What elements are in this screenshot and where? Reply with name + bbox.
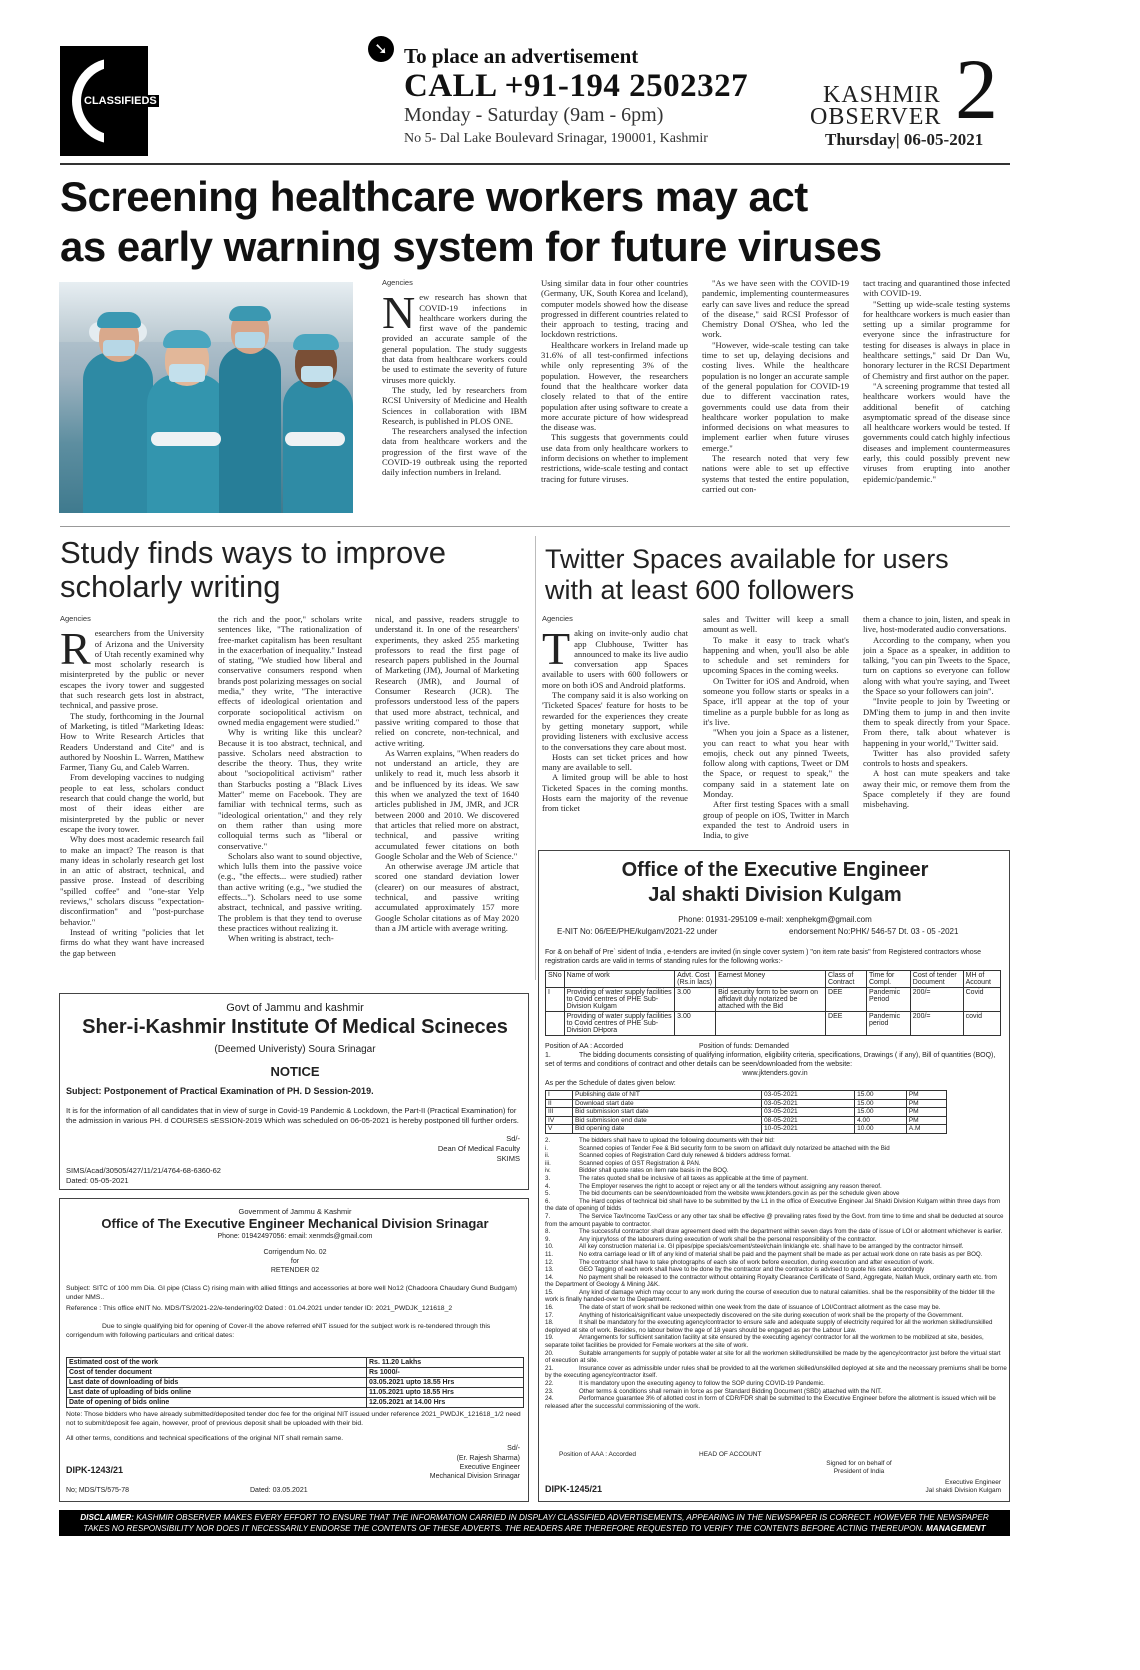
jal-point-1-text: The bidding documents consisting of qualifying information, eligibility criteria, specifications, Drawings ( if any), Bill of quantities (BOQ), set of terms and conditions of contract and other details can be seen/downloaded from the website: — [545, 1052, 996, 1068]
issue-date: Thursday| 06-05-2021 — [825, 130, 984, 149]
mech-retender: RETENDER 02 — [270, 1267, 320, 1274]
jal-date-cell: Publishing date of NIT — [572, 1091, 761, 1100]
jal-table-cell: 200/= — [910, 988, 963, 1012]
jal-condition-text: Insurance cover as admissible under rules shall be provided to all the workmen skilled/unskilled deployed at site and the necessary premiums shall be borne by the executing agency/contractor itself. — [545, 1364, 1007, 1380]
jal-date-cell: PM — [906, 1108, 946, 1117]
jal-date-cell: Download start date — [572, 1099, 761, 1108]
jal-condition-number: 4. — [545, 1182, 551, 1190]
story3-para: Twitter has also provided safety controls to hosts and speakers. — [863, 747, 1010, 769]
jal-date-cell: IV — [546, 1116, 573, 1125]
skims-subtitle: (Deemed Univeristy) Soura Srinagar — [214, 1044, 376, 1055]
story3-para: "When you join a Space as a listener, you can react to what you hear with emojis, check out any pinned Tweets, follow along with captions, Tweet or DM the Space, or request to speak," the company said in a statement late on Monday. — [703, 727, 849, 800]
jal-date-cell: PM — [906, 1099, 946, 1108]
jal-condition-number: 6. — [545, 1197, 551, 1205]
mech-corrigendum: Corrigendum No. 02 — [263, 1249, 327, 1256]
jal-condition-number: 20. — [545, 1349, 554, 1357]
jal-condition-number: 10. — [545, 1243, 554, 1251]
jal-position-aaa: Position of AAA : Accorded — [559, 1451, 636, 1458]
lead-col-2 — [541, 278, 688, 518]
mech-sd: Sd/- — [507, 1445, 520, 1452]
jal-condition-text: The date of start of work shall be reckoned within one week from the date of issuance of LOI/Contract allotment as the case may be. — [579, 1304, 941, 1312]
lead-para: "Setting up wide-scale testing systems for healthcare workers is much easier than setting up a similar programme for everyone since the infrastructure for testing for diseases is always in place in healthcare settings," said Dr Dan Wu, honorary lecturer in the RCSI Department of Chemistry and first author on the paper. — [863, 298, 1010, 381]
jal-condition-number: 11. — [545, 1250, 554, 1258]
jal-date-cell: 10-05-2021 — [762, 1125, 855, 1134]
mech-cell-value: 03.05.2021 upto 18.55 Hrs — [367, 1378, 524, 1388]
lead-para: "As we have seen with the COVID-19 pandemic, implementing countermeasures early can save lives and reduce the spread of the disease," said RCSI Professor of Chemistry Donal O'Shea, who led the work. — [702, 278, 849, 340]
classifieds-logo — [60, 46, 157, 156]
jal-condition-item — [545, 1334, 1007, 1349]
jal-condition-text: Anything of historical/significant value unexpectedly discovered on the site during execution of work shall be the property of the Government. — [579, 1311, 964, 1319]
jal-condition-item — [545, 1167, 1007, 1175]
mech-cell-label: Last date of downloading of bids — [67, 1378, 367, 1388]
skims-dated: Dated: 05-05-2021 — [66, 1176, 129, 1185]
jal-head-account: HEAD OF ACCOUNT — [699, 1451, 762, 1458]
jal-condition-text: The bid documents can be seen/downloaded from the website www.jktenders.gov.in as per the schedule given above — [579, 1190, 900, 1198]
skims-sign-2: SKIMS — [496, 1154, 520, 1163]
jal-date-cell: II — [546, 1099, 573, 1108]
jal-table-cell: Pandemic period — [866, 1012, 910, 1036]
mech-cell-value: 11.05.2021 upto 18.55 Hrs — [367, 1388, 524, 1398]
story2-para: Why does most academic research fail to make an impact? The reason is that many ideas in scholarly research get lost in an attic of abstract, technical, and passive prose. Instead of describing "spilled coffee" and "one-star Yelp reviews," scholars discuss "expectation-disconfirmation" and "post-purchase behavior." — [60, 834, 204, 927]
mech-cell-value: 12.05.2021 at 14.00 Hrs — [367, 1398, 524, 1408]
mech-govt: Government of Jammu & Kashmir — [238, 1207, 352, 1216]
mech-cell-label: Last date of uploading of bids online — [67, 1388, 367, 1398]
skims-notice: NOTICE — [270, 1064, 320, 1079]
jal-schedule: As per the Schedule of dates given below: — [545, 1080, 676, 1087]
skims-title: Sher-i-Kashmir Institute Of Medical Scineces — [82, 1016, 508, 1038]
jal-condition-text: Suitable arrangements for supply of potable water at site for all the workmen skilled/unskilled be made by the agency/contractor just before the virtual start of execution at site. — [545, 1349, 1001, 1365]
lead-para: "A screening programme that tested all healthcare workers would have the additional benefit of catching asymptomatic spread of the disease since all healthcare workers would be tested. If governments could catch highly infectious diseases and implement countermeasures early, this could possibly prevent new viruses from erupting into another epidemic/pandemic." — [863, 380, 1010, 484]
jal-condition-number: 12. — [545, 1258, 554, 1266]
issue-date-value: 06-05-2021 — [903, 130, 984, 149]
jal-header-cell: Class of Contract — [826, 971, 867, 988]
jal-condition-number: 21. — [545, 1364, 554, 1372]
paper-name-1: KASHMIR — [823, 82, 941, 108]
jal-table-cell: covid — [963, 1012, 1000, 1036]
mech-no: No; MDS/TS/575-78 — [66, 1487, 130, 1494]
story3-para: A host can mute speakers and take away their mic, or remove them from the Space completely if they are found misbehaving. — [863, 768, 1010, 810]
jal-condition-number: 14. — [545, 1273, 554, 1281]
jal-condition-text: Any kind of damage which may occur to any work during the course of execution due to natural calamities. shall be the responsibility of the bidder till the work is finally handed-over to the Department. — [545, 1288, 995, 1304]
story3-para: sales and Twitter will keep a small amount as well. — [703, 614, 849, 635]
jal-date-row — [546, 1108, 947, 1117]
mech-table — [66, 1357, 524, 1408]
story3-para: According to the company, when you join a Space as a speaker, in addition to talking, "you can pin Tweets to the Space, turn on captions so everyone can follow along with what you're saying, and Tweet the Space so your followers can join". — [863, 634, 1010, 697]
jal-enit: E-NIT No: 06/EE/PHE/kulgam/2021-22 under — [557, 927, 718, 936]
mech-note: Note: Those bidders who have already submitted/deposited tender doc fee for the original NIT issued under reference 2021_PWDJK_121618_1/2 need not to submit/deposit fee again, however, proof of previous deposit shall be uploaded with their bid. — [66, 1411, 521, 1427]
jal-condition-text: All key construction material i.e. GI pipes/pipe specials/cement/steel/chain link/angle etc. shall have to be arranged by the contractor himself. — [579, 1243, 964, 1251]
jal-date-cell: 03-05-2021 — [762, 1108, 855, 1117]
story3-agency: Agencies — [542, 614, 573, 623]
jal-point-1: 1. The bidding documents consisting of qualifying information, eligibility criteria, specifications, Drawings ( if any), Bill of quantities (BOQ), set of terms and conditions of contract and other details can be seen/downloaded from the website: — [545, 1052, 996, 1068]
jal-table-cell: 3.00 — [675, 1012, 716, 1036]
story2-para: nical, and passive, readers struggle to understand it. In one of the researchers' experiments, they asked 255 marketing professors to read the first page of research papers published in the Journal of Marketing (JM), Journal of Marketing Research (JMR), and Journal of Consumer Research (JCR). The professors understood less of the papers that used more abstract, technical, and passive writing compared to those that relied on concrete, non-technical, and active writing. — [375, 614, 519, 748]
jal-date-row — [546, 1099, 947, 1108]
ad-address: No 5- Dal Lake Boulevard Srinagar, 190001, Kashmir — [404, 131, 708, 146]
jal-condition-text: The contractor shall have to take photographs of each site of work before execution, during execution and after execution of work. — [579, 1258, 934, 1266]
jal-position-aa: Position of AA : Accorded — [545, 1043, 624, 1050]
mech-sign-1: (Er. Rajesh Sharma) — [456, 1455, 520, 1462]
mech-subject-label: Subject: — [66, 1285, 91, 1292]
jal-condition-item — [545, 1236, 1007, 1244]
jal-condition-text: Arrangements for sufficient sanitation facility at site ensured by the executing agency/ contractor for all the workmen to be mobilized at site, besides, separate toilet facilities be provided for Female workers at the site of work. — [545, 1334, 984, 1350]
story3-col-2 — [703, 614, 849, 848]
jal-date-cell: 03-05-2021 — [762, 1099, 855, 1108]
jal-condition-item — [545, 1274, 1007, 1289]
jal-table-cell — [546, 1012, 565, 1036]
jal-condition-number: iii. — [545, 1159, 551, 1167]
lead-col-4 — [863, 278, 1010, 518]
jal-condition-item — [545, 1183, 1007, 1191]
jal-condition-number: 3. — [545, 1174, 551, 1182]
jal-table-cell: 3.00 — [675, 988, 716, 1012]
lead-para: Healthcare workers in Ireland made up 31.6% of all test-confirmed infections while only representing 3% of the population. However, the researchers found that the healthcare worker data closely related to that of the entire population after using software to create a more accurate picture of how widespread the disease was. — [541, 339, 688, 433]
story3-para: After first testing Spaces with a small group of people on iOS, Twitter in March expanded the test to Android users in India, to give — [703, 799, 849, 841]
story2-agency: Agencies — [60, 614, 91, 623]
story2-para: Instead of writing "policies that let firms do what they want have increased the gap between — [60, 926, 204, 958]
jal-condition-item — [545, 1228, 1007, 1236]
jal-condition-text: The Hard copies of technical bid shall have to be submitted by the L1 in the office of Executive Engineer Jal Shakti Division Kulgam within three days from the date of opening of bidds — [545, 1197, 1001, 1213]
jal-date-cell: A.M — [906, 1125, 946, 1134]
story2-para: Scholars also want to sound objective, which lulls them into the passive voice (e.g., "the effects... were studied) rather than active writing (e.g., "we studied the effects..."). Scholars need to use some abstract, technical, and passive writing. The problem is that they tend to overuse these practices without realizing it. — [218, 850, 362, 933]
skims-body: It is for the information of all candidates that in view of surge in Covid-19 Pandemic & Lockdown, the Part-II (Practical Examination) for the admission in various PH. d COURSES sESSION-2019 Which was scheduled on 06-05-2021 is hereby postponed till further orders. — [66, 1106, 519, 1125]
mech-cell-label: Estimated cost of the work — [67, 1358, 367, 1368]
jal-condition-item — [545, 1213, 1007, 1228]
jal-dipk: DIPK-1245/21 — [545, 1484, 603, 1494]
lead-para: The study, led by researchers from RCSI University of Medicine and Health Sciences in collaboration with IBM Research, is published in PLOS ONE. — [382, 384, 527, 426]
mech-table-row — [67, 1368, 524, 1378]
jal-date-cell: 4.00 — [855, 1116, 907, 1125]
jal-condition-number: i. — [545, 1144, 549, 1152]
mech-for: for — [290, 1258, 300, 1265]
mech-sign-2: Executive Engineer — [459, 1464, 520, 1471]
story3-para: "Invite people to join by Tweeting or DM'ing them to jump in and then invite them to speak directly from your Space. From there, talk about whatever is happening in your world," Twitter said. — [863, 696, 1010, 748]
jal-date-cell: 15.00 — [855, 1099, 907, 1108]
story2-col-1 — [60, 614, 204, 984]
mech-title: Office of The Executive Engineer Mechanical Division Srinagar — [101, 1216, 489, 1231]
mech-dated: Dated: 03.05.2021 — [250, 1487, 308, 1494]
story3-col-1 — [542, 614, 688, 848]
jal-header-cell: Cost of tender Document — [910, 971, 963, 988]
jal-date-row — [546, 1125, 947, 1134]
story2-para: From developing vaccines to nudging people to eat less, scholars conduct research that could change the world, but most of their ideas either are misinterpreted by the public or never escape the ivory tower. — [60, 772, 204, 834]
story2-headline-1: Study finds ways to improve — [60, 535, 446, 570]
jal-condition-number: 9. — [545, 1235, 551, 1243]
jal-signed-2: President of India — [833, 1468, 885, 1475]
story3-para: aking on invite-only audio chat app Clubhouse, Twitter has announced to make its live audio conversation app Spaces available to users with 600 followers or more on both iOS and Android platforms. — [542, 628, 688, 690]
jal-condition-text: Other terms & conditions shall remain in force as per Standard Bidding Document (SBD) attached with the NIT. — [579, 1387, 882, 1395]
jal-condition-item — [545, 1175, 1007, 1183]
lead-drop-cap: N — [382, 287, 416, 339]
jal-condition-item — [545, 1388, 1007, 1396]
jal-signed-1: Signed for on behalf of — [826, 1460, 892, 1467]
jal-condition-item — [545, 1152, 1007, 1160]
jal-condition-number: 19. — [545, 1334, 554, 1342]
lead-para: "However, wide-scale testing can take time to set up, delaying decisions and costing lives. While the healthcare population is no longer an accurate sample of the general population for COVID-19 due to different vaccination rates, governments could use data from their healthcare worker population to make informed decisions on what measures to implement earlier when future viruses emerge." — [702, 339, 849, 453]
jal-condition-text: The bidders shall have to upload the following documents with their bid: — [579, 1137, 775, 1144]
jal-date-cell: I — [546, 1091, 573, 1100]
jal-table-cell: Pandemic Period — [866, 988, 910, 1012]
jal-condition-number: 23. — [545, 1387, 554, 1395]
story2-para: An otherwise average JM article that scored one standard deviation lower (clearer) on our measures of abstract, technical, and passive writing accumulated approximately 157 more Google Scholar citations as of May 2020 than a JM article with average writing. — [375, 861, 519, 933]
jal-condition-number: 16. — [545, 1304, 554, 1312]
jal-condition-text: Scanned copies of Registration Card duly renewed & bidders address format. — [579, 1152, 791, 1160]
jal-condition-item — [545, 1137, 1007, 1145]
lead-col-1 — [382, 278, 527, 518]
mech-other: All other terms, conditions and technical specifications of the original NIT shall remain same. — [66, 1435, 344, 1442]
jal-condition-item — [545, 1259, 1007, 1267]
jal-table-cell: Bid security form to be sworn on affidavit duly notarized be attached with the Bid — [716, 988, 826, 1012]
jal-condition-item — [545, 1160, 1007, 1168]
jal-table-cell: Providing of water supply facilities to Covid centres of PHE Sub-Division Kulgam — [564, 988, 675, 1012]
jal-date-cell: PM — [906, 1116, 946, 1125]
arrow-icon: ➘ — [368, 36, 394, 62]
jal-condition-number: 22. — [545, 1380, 554, 1387]
mechanical-division-ad — [59, 1198, 529, 1502]
jal-condition-text: No payment shall be released to the contractor without obtaining Royalty Clearance Certificate of Sand, Aggregate, Nallah Muck, ordinary earth etc. from the Department of Geology & Mining J&K. — [545, 1273, 997, 1289]
mech-para: Due to single qualifying bid for opening of Cover-II the above referred eNIT issued for the subject work is re-tendered through this corrigendum with following particulars and critical dates: — [66, 1323, 491, 1339]
jal-condition-text: It is mandatory upon the executing agency to follow the SOP during COVID-19 Pandemic. — [579, 1380, 825, 1387]
jal-header-cell: Name of work — [564, 971, 675, 988]
story2-col-2 — [218, 614, 362, 984]
story3-col-3 — [863, 614, 1010, 848]
section-rule — [60, 526, 1010, 527]
story3-para: A limited group will be able to host Ticketed Spaces in the coming months. Hosts earn the majority of the revenue from ticket — [542, 772, 688, 814]
jal-condition-item — [545, 1380, 1007, 1388]
jal-title-1: Office of the Executive Engineer — [621, 859, 929, 881]
jal-table-header — [546, 971, 1001, 988]
mech-dipk: DIPK-1243/21 — [66, 1465, 124, 1475]
jal-table-cell: 200/= — [910, 1012, 963, 1036]
lead-para: The research noted that very few nations were able to set up effective systems that tested the entire population, carried out con- — [702, 453, 849, 494]
jal-condition-number: 15. — [545, 1288, 554, 1296]
jal-condition-number: 24. — [545, 1395, 554, 1403]
jal-dates-table — [545, 1090, 947, 1134]
jal-condition-number: 8. — [545, 1228, 551, 1236]
issue-day: Thursday — [825, 130, 896, 149]
story3-para: To make it easy to track what's happening and when, you'll also be able to schedule and set reminders for upcoming Spaces in the coming weeks. — [703, 634, 849, 676]
jal-table-cell: DEE — [826, 1012, 867, 1036]
jal-contact: Phone: 01931-295109 e-mail: xenphekgm@gmail.com — [678, 915, 872, 924]
story3-para: Hosts can set ticket prices and how many are available to sell. — [542, 751, 688, 773]
jal-condition-text: Any injury/loss of the labourers during execution of work shall be the personal responsibility of the contractor. — [579, 1235, 877, 1243]
jal-table-cell: Providing of water supply facilities to Covid centres of PHE Sub-Division DHpora — [564, 1012, 675, 1036]
jal-header-cell: MH of Account — [963, 971, 1000, 988]
lead-headline — [60, 172, 1010, 272]
jal-position-funds: Position of funds: Demanded — [699, 1043, 789, 1050]
jal-header-cell: SNo — [546, 971, 565, 988]
story2-col-3 — [375, 614, 519, 984]
ad-phone: CALL +91-194 2502327 — [404, 68, 749, 104]
story3-para: The company said it is also working on 'Ticketed Spaces' feature for hosts to be rewarded for the experiences they create by getting monetary support, while providing listeners with exclusive access to the conversations they care about most. — [542, 690, 688, 752]
jal-condition-item — [545, 1319, 1007, 1334]
story3-para: them a chance to join, listen, and speak in live, host-moderated audio conversations. — [863, 614, 1010, 635]
skims-subject: Subject: Postponement of Practical Examination of PH. D Session-2019. — [66, 1086, 374, 1096]
jal-sign-1: Executive Engineer — [944, 1479, 1001, 1486]
jal-condition-number: 18. — [545, 1319, 554, 1327]
lead-agency: Agencies — [382, 278, 413, 287]
story3-drop-cap: T — [542, 623, 571, 675]
jal-table-row — [546, 988, 1001, 1012]
jal-condition-text: Scanned copies of GST Registration & PAN. — [579, 1159, 701, 1167]
mech-cell-label: Date of opening of bids online — [67, 1398, 367, 1408]
lead-para: ew research has shown that COVID-19 infections in healthcare workers during the first wave of the pandemic provided an accurate sample of the general population. The study suggests that data from healthcare workers could be used to estimate the severity of future viruses more quickly. — [382, 292, 527, 385]
jal-shakti-ad — [538, 850, 1010, 1502]
jal-condition-number: 7. — [545, 1212, 551, 1220]
masthead-rule — [60, 163, 1010, 165]
mech-reference-label: Reference : — [66, 1305, 102, 1312]
jal-condition-item — [545, 1312, 1007, 1320]
jal-condition-number: iv. — [545, 1167, 551, 1175]
jal-condition-item — [545, 1350, 1007, 1365]
story2-headline-2: scholarly writing — [60, 569, 281, 604]
story2-para: esearchers from the University of Arizona and the University of Utah recently examined why most scholarly research is misinterpreted by the public or never escapes the ivory tower and suggested that such research gets lost in abstract, technical, and passive prose. — [60, 628, 204, 711]
jal-intro: For & on behalf of Pre` sident of India , e-tenders are invited (in single cover system ) "on item rate basis" from Registered contractors whose registration cards are valid in terms of standing rules for the following works:- — [545, 949, 982, 965]
jal-condition-number: 17. — [545, 1311, 554, 1319]
paper-name-2: OBSERVER — [810, 104, 942, 130]
jal-condition-text: No extra carriage lead or lift of any kind of material shall be paid and the payment shall be made as per actual work done on rate basis as per BOQ. — [579, 1250, 983, 1258]
disclaimer-text: KASHMIR OBSERVER MAKES EVERY EFFORT TO ENSURE THAT THE INFORMATION CARRIED IN DISPLAY/ CLASSIFIED ADVERTISEMENTS, APPEARING IN THE NEWSPAPER IS CORRECT. HOWEVER THE NEWSPAPER TAKES NO RESPONSIBILITY NOR DOES IT NECESSARILY ENDORSE THE CONTENTS OF THESE ADVERTS. THE READERS ARE THEREFORE REQUESTED TO VERIFY THE CONTENTS BEFORE ACTING THEREUPON. — [83, 1513, 989, 1533]
lead-headline-1: Screening healthcare workers may act — [60, 173, 808, 220]
jal-date-cell: PM — [906, 1091, 946, 1100]
jal-condition-item — [545, 1145, 1007, 1153]
lead-col-3 — [702, 278, 849, 518]
jal-condition-number: 2. — [545, 1137, 551, 1144]
jal-date-cell: III — [546, 1108, 573, 1117]
jal-sign-2: Jal shakti Division Kulgam — [925, 1487, 1001, 1494]
jal-date-cell: Bid opening date — [572, 1125, 761, 1134]
mech-subject — [66, 1285, 526, 1302]
jal-condition-text: GEO Tagging of each work shall have to be done by the contractor and the contractor is advised to quote his rates accordingly — [579, 1266, 925, 1274]
jal-condition-item — [545, 1198, 1007, 1213]
jal-condition-item — [545, 1365, 1007, 1380]
mech-subject-text: SITC of 100 mm Dia. GI pipe (Class C) rising main with allied fittings and accessories at bore well No12 (Chadoora Chaudary Gund Budgam) under NMS.. — [66, 1285, 518, 1301]
story2-para: The study, forthcoming in the Journal of Marketing, is titled "Marketing Ideas: How to Write Research Articles that Readers Understand and Cite" and is authored by Nooshin L. Warren, Matthew Farmer, Tiany Gu, and Caleb Warren. — [60, 710, 204, 773]
jal-table-cell: I — [546, 988, 565, 1012]
ad-hours: Monday - Saturday (9am - 6pm) — [404, 104, 664, 126]
jal-condition-text: Scanned copies of Tender Fee & Bid security form to be sworn on affidavit duly notarized be attached with the Bid — [579, 1144, 890, 1152]
story3-headline — [545, 544, 1010, 606]
lead-para: Using similar data in four other countries (Germany, UK, South Korea and Iceland), computer models showed how the disease progressed in different countries related to their approach to testing, tracing and lockdown restrictions. — [541, 278, 688, 340]
jal-condition-number: 5. — [545, 1190, 551, 1198]
jal-table-cell — [716, 1012, 826, 1036]
jal-website: www.jktenders.gov.in — [742, 1070, 808, 1077]
mech-cell-value: Rs 1000/- — [367, 1368, 524, 1378]
jal-header-cell: Time for Compl. — [866, 971, 910, 988]
jal-table-row — [546, 1012, 1001, 1036]
story2-para: Why is writing like this unclear? Because it is too abstract, technical, and passive. Scholars need abstraction to describe the theory. Thus, they write about "sociopolitical activism" rather than Starbucks posting a "Black Lives Matter" meme on Facebook. They are familiar with technical terms, such as "ideological orientation," and they rely on them rather than using more colloquial terms such as "liberal or conservative." — [218, 727, 362, 851]
mech-table-row — [67, 1398, 524, 1408]
jal-date-cell: 08-05-2021 — [762, 1116, 855, 1125]
jal-date-cell: Bid submission end date — [572, 1116, 761, 1125]
lead-para: This suggests that governments could use data from only healthcare workers to inform decisions on whether to implement restrictions, wide-scale testing and contact tracing for future viruses. — [541, 432, 688, 484]
story2-para: When writing is abstract, tech- — [228, 933, 334, 944]
jal-date-cell: 03-05-2021 — [762, 1091, 855, 1100]
lead-para: The researchers analysed the infection data from healthcare workers and the progression of the first wave of the COVID-19 outbreak using the reported daily infection numbers in Ireland. — [382, 426, 527, 478]
mech-table-row — [67, 1378, 524, 1388]
jal-date-cell: Bid submission start date — [572, 1108, 761, 1117]
jal-table-cell: Covid — [963, 988, 1000, 1012]
jal-conditions — [545, 1137, 1007, 1410]
story3-para: On Twitter for iOS and Android, when someone you follow starts or speaks in a Space, it'll appear at the top of your timeline as a purple bubble for as long as it's live. — [703, 675, 849, 727]
mech-contact: Phone: 01942497056: email: xenmds@gmail.com — [217, 1233, 373, 1240]
jal-condition-text: Performance guarantee 3% of allotted cost in form of CDR/FDR shall be submitted to the Executive Engineer before the allotment is issued which will be released after the successful commissioning of the work. — [545, 1395, 996, 1410]
skims-notice-ad — [59, 993, 529, 1190]
story2-headline — [60, 536, 530, 604]
story2-para: the rich and the poor," scholars write sentences like, "The rationalization of free-market capitalism has been resultant in the exacerbation of inequality." Instead of stating, "We studied how liberal and conservative consumers respond when brands post polarizing messages on social media," they write, "The interactive effects of ideological orientation and corporate sociopolitical activism on owned media engagement were studied." — [218, 614, 362, 727]
lead-para: tact tracing and quarantined those infected with COVID-19. — [863, 278, 1010, 299]
skims-ref: SIMS/Acad/30505/427/11/21/4764-68-6360-62 — [66, 1166, 221, 1175]
jal-date-cell: 10.00 — [855, 1125, 907, 1134]
jal-date-cell: 15.00 — [855, 1108, 907, 1117]
logo-text: CLASSIFIEDS — [84, 95, 157, 107]
ad-heading: To place an advertisement — [404, 44, 639, 68]
page-number: 2 — [955, 41, 998, 137]
jal-title-2: Jal shakti Division Kulgam — [648, 884, 902, 906]
lead-photo — [59, 282, 353, 513]
jal-condition-item — [545, 1395, 1007, 1410]
jal-condition-item — [545, 1304, 1007, 1312]
jal-table-cell: DEE — [826, 988, 867, 1012]
jal-condition-text: Bidder shall quote rates on item rate basis in the BOQ. — [579, 1167, 729, 1175]
jal-date-cell: V — [546, 1125, 573, 1134]
skims-sd: Sd/- — [506, 1134, 520, 1143]
jal-condition-text: The successful contractor shall draw agreement deed with the department within seven days from the date of issue of LOI or allotment whichever is earlier. — [579, 1228, 1003, 1236]
jal-endorse: endorsement No:PHK/ 546-57 Dt. 03 - 05 -2021 — [789, 927, 959, 936]
jal-works-table — [545, 970, 1001, 1036]
jal-date-row — [546, 1116, 947, 1125]
skims-govt: Govt of Jammu and kashmir — [226, 1002, 364, 1014]
jal-date-row — [546, 1091, 947, 1100]
jal-date-cell: 15.00 — [855, 1091, 907, 1100]
jal-condition-text: The Employer reserves the right to accept or reject any or all the tenders without assigning any reason thereof. — [579, 1182, 882, 1190]
mech-cell-label: Cost of tender document — [67, 1368, 367, 1378]
jal-header-cell: Earnest Money — [716, 971, 826, 988]
story3-headline-2: with at least 600 followers — [545, 575, 855, 605]
mech-reference-text: This office eNIT No. MDS/TS/2021-22/e-tendering/02 Dated : 01.04.2021 under tender ID: 2021_PWDJK_121618_2 — [102, 1305, 453, 1312]
disclaimer-bar — [59, 1510, 1010, 1536]
jal-condition-item — [545, 1289, 1007, 1304]
story3-headline-1: Twitter Spaces available for users — [545, 544, 949, 574]
skims-sign-1: Dean Of Medical Faculty — [437, 1144, 520, 1153]
jal-condition-number: 13. — [545, 1266, 554, 1274]
jal-condition-number: ii. — [545, 1152, 550, 1160]
mech-table-row — [67, 1358, 524, 1368]
jal-header-cell: Advt. Cost (Rs.in lacs) — [675, 971, 716, 988]
jal-condition-text: The Service Tax/Income Tax/Cess or any other tax shall be effective @ prevailing rates fixed by the Govt. from time to time and shall be deducted at source from the amount payable to contractor. — [545, 1212, 1004, 1228]
jal-condition-item — [545, 1251, 1007, 1259]
jal-condition-text: It shall be mandatory for the executing agency/contractor to ensure safe and adequate supply of electricity required for all the workmen skilled/unskilled deployed at site of work. Besides, no labour below the age of 18 years should be engaged as per the Labour Law. — [545, 1319, 993, 1334]
mech-table-row — [67, 1388, 524, 1398]
disclaimer-label: DISCLAIMER: — [80, 1513, 134, 1522]
story2-drop-cap: R — [60, 623, 91, 675]
jal-condition-item — [545, 1266, 1007, 1274]
disclaimer-end: MANAGEMENT — [925, 1524, 986, 1533]
mech-sign-3: Mechanical Division Srinagar — [429, 1473, 520, 1480]
story2-para: As Warren explains, "When readers do not understand an article, they are unlikely to read it, much less absorb it and be influenced by its ideas. We saw this when we analyzed the text of 1640 articles published in JM, JMR, and JCR between 2000 and 2010. We discovered that articles that relied more on abstract, technical, and passive writing accumulated fewer citations on both Google Scholar and the Web of Science." — [375, 747, 519, 861]
lead-headline-2: as early warning system for future viruses — [60, 223, 882, 270]
mech-cell-value: Rs. 11.20 Lakhs — [367, 1358, 524, 1368]
jal-condition-text: The rates quoted shall be inclusive of all taxes as applicable at the time of payment. — [579, 1174, 809, 1182]
jal-condition-item — [545, 1190, 1007, 1198]
mech-reference — [66, 1305, 526, 1314]
jal-condition-item — [545, 1243, 1007, 1251]
column-divider — [535, 536, 536, 980]
